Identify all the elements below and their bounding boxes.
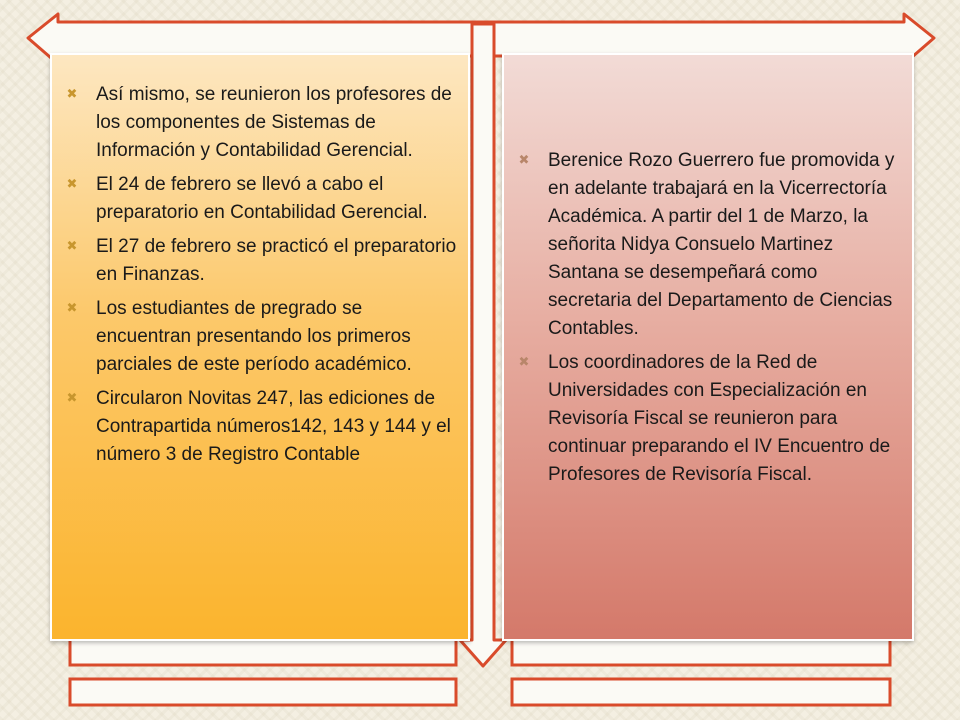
list-item	[62, 233, 457, 289]
list-item	[514, 349, 904, 489]
x-mark-icon: ✖	[518, 153, 530, 168]
list-item	[62, 81, 457, 165]
list-item-text: El 27 de febrero se practicó el preparatorio en Finanzas.	[96, 236, 457, 285]
x-mark-icon: ✖	[66, 239, 78, 254]
list-item-text: Así mismo, se reunieron los profesores de los componentes de Sistemas de Información y Contabilidad Gerencial.	[96, 84, 452, 161]
x-mark-icon: ✖	[518, 355, 530, 370]
list-item	[62, 385, 457, 469]
right-bullet-list	[514, 147, 904, 495]
x-mark-icon: ✖	[66, 177, 78, 192]
list-item-text: Los estudiantes de pregrado se encuentran presentando los primeros parciales de este período académico.	[96, 298, 412, 375]
list-item-text: El 24 de febrero se llevó a cabo el preparatorio en Contabilidad Gerencial.	[96, 174, 428, 223]
list-item	[62, 295, 457, 379]
bottom-block-left-upper	[70, 637, 456, 665]
right-content-panel	[502, 53, 914, 641]
list-item-text: Los coordinadores de la Red de Universidades con Especialización en Revisoría Fiscal se reunieron para continuar preparando el IV Encuentro de Profesores de Revisoría Fiscal.	[548, 352, 891, 485]
left-content-panel	[50, 53, 470, 641]
list-item	[514, 147, 904, 343]
bottom-block-right-lower	[512, 679, 890, 705]
x-mark-icon: ✖	[66, 391, 78, 406]
bottom-block-left-lower	[70, 679, 456, 705]
bottom-block-right-upper	[512, 637, 890, 665]
list-item-text: Circularon Novitas 247, las ediciones de Contrapartida números142, 143 y 144 y el número 3 de Registro Contable	[96, 388, 451, 465]
list-item-text: Berenice Rozo Guerrero fue promovida y en adelante trabajará en la Vicerrectoría Académica. A partir del 1 de Marzo, la señorita Nidya Consuelo Martinez Santana se desempeñará como secretaria del Departamento de Ciencias Contables.	[548, 150, 895, 339]
left-bullet-list	[62, 81, 457, 475]
list-item	[62, 171, 457, 227]
x-mark-icon: ✖	[66, 301, 78, 316]
x-mark-icon: ✖	[66, 87, 78, 102]
